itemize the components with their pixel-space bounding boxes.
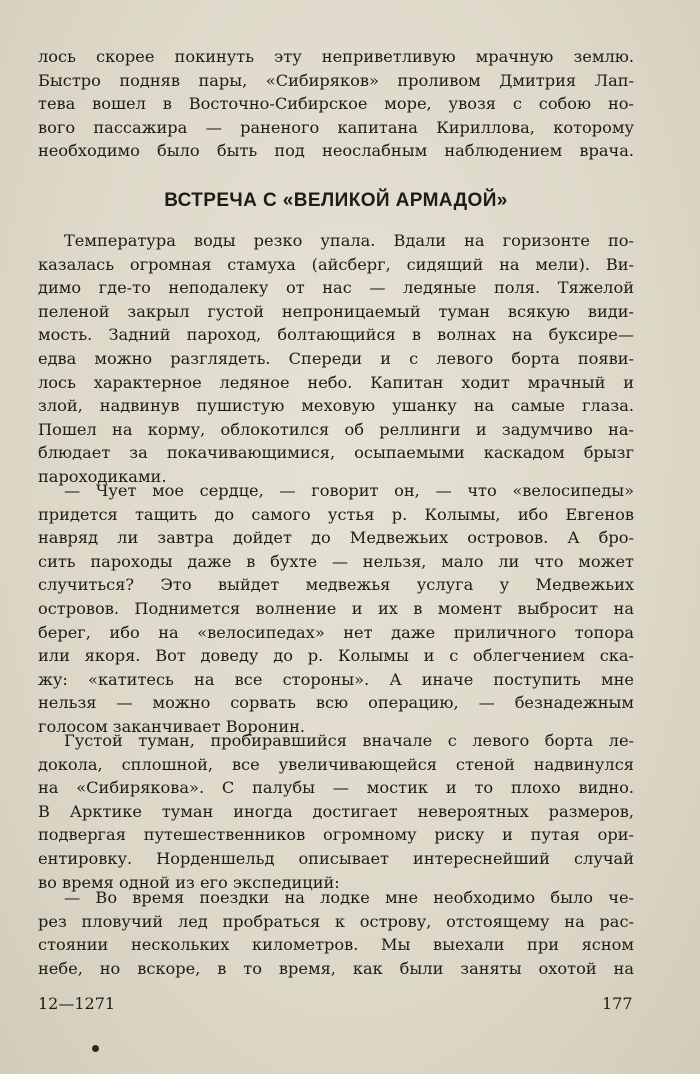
paragraph-4 <box>38 886 634 980</box>
text-line: стоянии нескольких километров. Мы выехали при ясном <box>38 935 634 955</box>
text-line: вого пассажира — раненого капитана Кириллова, которому <box>38 117 634 137</box>
section-heading: ВСТРЕЧА С «ВЕЛИКОЙ АРМАДОЙ» <box>164 190 508 211</box>
text-line: злой, надвинув пушистую меховую ушанку на самые глаза. <box>38 396 634 416</box>
top-paragraph <box>38 45 634 163</box>
text-line: небе, но вскоре, в то время, как были заняты охотой на <box>38 958 634 978</box>
text-line: Пошел на корму, облокотился об реллинги и задумчиво на- <box>38 419 634 439</box>
text-line: Густой туман, пробиравшийся вначале с левого борта ле- <box>64 731 634 750</box>
text-line: блюдает за покачивающимися, осыпаемыми каскадом брызг <box>38 443 634 463</box>
text-line: казалась огромная стамуха (айсберг, сидящий на мели). Ви- <box>38 254 634 274</box>
printer-signature: 12—1271 <box>38 994 116 1013</box>
text-line: пеленой закрыл густой непроницаемый туман всякую види- <box>38 301 634 321</box>
text-line: необходимо было быть под неослабным наблюдением врача. <box>38 141 634 161</box>
text-line: случиться? Это выйдет медвежья услуга у Медвежьих <box>38 575 634 595</box>
text-line: пароходиками. <box>38 466 167 486</box>
paragraph-3 <box>38 729 634 894</box>
paragraph-1 <box>38 229 634 489</box>
text-line: ентировку. Норденшельд описывает интереснейший случай <box>38 848 634 868</box>
text-line: берег, ибо на «велосипедах» нет даже приличного топора <box>38 622 634 642</box>
text-line: Быстро подняв пары, «Сибиряков» проливом Дмитрия Лап- <box>38 70 634 90</box>
text-line: докола, сплошной, все увеличивающейся стеной надвинулся <box>38 754 634 774</box>
text-line: на «Сибирякова». С палубы — мостик и то плохо видно. <box>38 778 634 798</box>
text-line: навряд ли завтра дойдет до Медвежьих островов. А бро- <box>38 528 634 548</box>
text-line: мость. Задний пароход, болтающийся в волнах на буксире— <box>38 325 634 345</box>
text-line: придется тащить до самого устья р. Колымы, ибо Евгенов <box>38 504 634 524</box>
text-line: лось характерное ледяное небо. Капитан ходит мрачный и <box>38 372 634 392</box>
text-line: голосом заканчивает Воронин. <box>38 716 306 736</box>
text-line: сить пароходы даже в бухте — нельзя, мало ли что может <box>38 551 634 571</box>
text-line: В Арктике туман иногда достигает невероятных размеров, <box>38 801 634 821</box>
text-line: — Чует мое сердце, — говорит он, — что «велосипеды» <box>64 481 634 500</box>
text-line: димо где-то неподалеку от нас — ледяные поля. Тяжелой <box>38 278 634 298</box>
text-line: тева вошел в Восточно-Сибирское море, увозя с собою но- <box>38 94 634 114</box>
text-line: лось скорее покинуть эту неприветливую мрачную землю. <box>38 47 634 66</box>
text-line: во время одной из его экспедиций: <box>38 872 340 892</box>
paragraph-2 <box>38 479 634 739</box>
text-line: едва можно разглядеть. Спереди и с левого борта появи- <box>38 348 634 368</box>
text-line: Температура воды резко упала. Вдали на горизонте по- <box>64 231 634 250</box>
page-number: 177 <box>602 994 633 1013</box>
text-line: рез пловучий лед пробраться к острову, отстоящему на рас- <box>38 911 634 931</box>
text-line: нельзя — можно сорвать всю операцию, — безнадежным <box>38 693 634 713</box>
text-line: — Во время поездки на лодке мне необходимо было че- <box>64 888 634 907</box>
ink-dot <box>92 1045 99 1052</box>
text-line: островов. Поднимется волнение и их в момент выбросит на <box>38 598 634 618</box>
text-line: или якоря. Вот доведу до р. Колымы и с облегчением ска- <box>38 646 634 666</box>
text-line: подвергая путешественников огромному риску и путая ори- <box>38 825 634 845</box>
text-line: жу: «катитесь на все стороны». А иначе поступить мне <box>38 669 634 689</box>
